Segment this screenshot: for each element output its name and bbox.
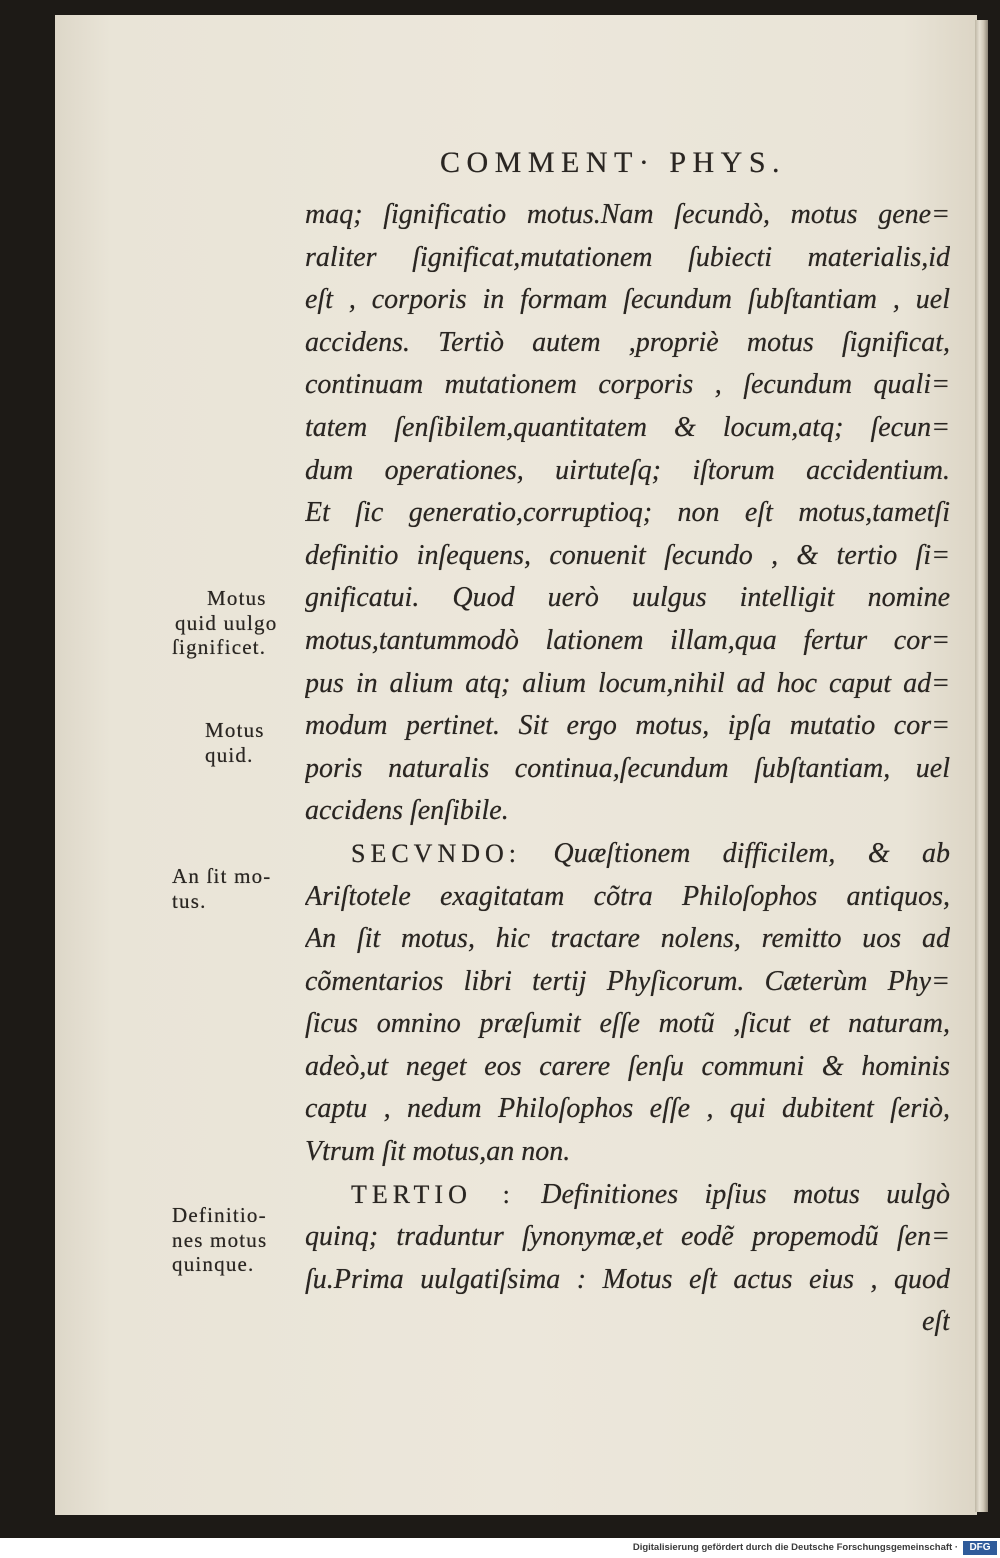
text-line-content: Quæſtionem difficilem, & ab [553,837,950,869]
margin-note-line: quinque. [172,1252,255,1276]
text-line: poris naturalis continua,ſecundum ſubſtantiam, uel [305,752,950,784]
text-line: pus in alium atq; alium locum,nihil ad hoc caput ad= [305,667,950,699]
text-line: eſt , corporis in formam ſecundum ſubſtantiam , uel [305,284,950,316]
text-line: dum operationes, uirtuteſq; iſtorum accidentium. [305,454,950,486]
page-edges [975,20,988,1512]
running-head: COMMENT· PHYS. [440,146,787,179]
text-line [305,1174,950,1217]
text-line: accidens ſenſibile. [305,795,509,827]
margin-note-line: quid. [205,742,254,767]
margin-note [172,1203,297,1277]
section-label-tertio: TERTIO : [351,1179,515,1209]
text-line: ſu.Prima uulgatiſsima : Motus eſt actus eius , quod [305,1263,950,1295]
margin-note-line: Motus [207,586,267,610]
margin-note-line: quid uulgo [175,610,278,635]
text-line [305,833,950,876]
text-line: cõmentarios libri tertij Phyſicorum. Cæterùm Phy= [305,965,950,997]
main-text-block [305,194,950,1344]
margin-notes [172,0,297,1400]
text-line: modum pertinet. Sit ergo motus, ipſa mutatio cor= [305,710,950,742]
margin-note [172,586,297,660]
margin-note-line: tus. [172,888,207,913]
text-line-content: Definitiones ipſius motus uulgò [541,1178,950,1210]
margin-note-line: nes motus [172,1227,268,1252]
text-line: tatem ſenſibilem,quantitatem & locum,atq; ſecun= [305,411,950,443]
text-line: continuam mutationem corporis , ſecundum quali= [305,369,950,401]
text-line: captu , nedum Philoſophos eſſe , qui dubitent ſeriò, [305,1093,950,1125]
text-line: Ariſtotele exagitatam cõtra Philoſophos antiquos, [305,880,950,912]
text-line: adeò,ut neget eos carere ſenſu communi & hominis [305,1050,950,1082]
section-label-secundo: SECVNDO: [351,838,522,868]
text-line: quinq; traduntur ſynonymæ,et eodẽ propemodũ ſen= [305,1221,950,1253]
margin-note [172,718,297,767]
margin-note-line: Motus [205,718,265,742]
text-line: maq; ſignificatio motus.Nam ſecundò, motus gene= [305,199,950,230]
dfg-logo: DFG [963,1541,997,1555]
catchword: eſt [922,1306,950,1338]
text-line: Et ſic generatio,corruptioq; non eſt motus,tametſi [305,497,950,529]
text-line: accidens. Tertiò autem ,propriè motus ſignificat, [305,326,950,358]
text-line: motus,tantummodò lationem illam,qua fertur cor= [305,624,950,656]
text-line: ſicus omnino præſumit eſſe motũ ,ſicut et naturam, [305,1008,950,1040]
text-line: Vtrum ſit motus,an non. [305,1136,571,1168]
footer-credit: Digitalisierung gefördert durch die Deutsche Forschungsgemeinschaft · [632,1542,958,1553]
text-line: definitio inſequens, conuenit ſecundo , & tertio ſi= [305,539,950,571]
margin-note [172,864,297,913]
text-line: gnificatui. Quod uerò uulgus intelligit nomine [305,582,950,614]
margin-note-line: Definitio- [172,1203,267,1227]
digitization-footer [0,1538,1000,1558]
text-line: raliter ſignificat,mutationem ſubiecti materialis,id [305,241,950,273]
text-line: An ſit motus, hic tractare nolens, remitto uos ad [305,923,950,955]
margin-note-line: ſignificet. [172,635,267,659]
margin-note-line: An ſit mo- [172,864,272,888]
